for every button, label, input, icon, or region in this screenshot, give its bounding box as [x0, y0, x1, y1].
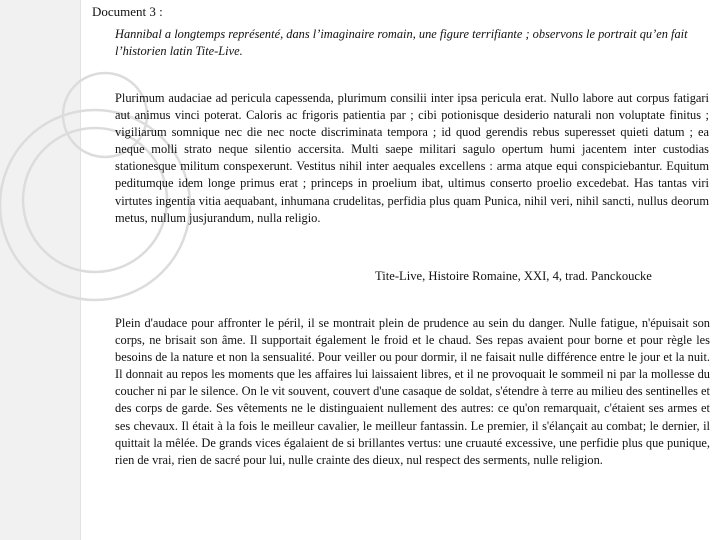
source-citation: Tite-Live, Histoire Romaine, XXI, 4, trad. Panckoucke: [375, 269, 652, 283]
french-translation: Plein d'audace pour affronter le péril, il se montrait plein de prudence au sein du danger. Nulle fatigue, n'épuisait son corps, ne brisait son âme. Il supportait également le froid et le chaud. Ses repas avaient pour borne et pour règle les besoins de la nature et non la sensualité. Pour veiller ou pour dormir, il ne faisait nulle différence entre le jour et la nuit. Il donnait au repos les moments que les affaires lui laissaient libres, et il ne provoquait le sommeil ni par la mollesse du coucher ni par le silence. On le vit souvent, couvert d'une casaque de soldat, s'étendre à terre au milieu des sentinelles et des corps de garde. Ses vêtements ne le distinguaient nullement des autres: ce qu'on remarquait, c'étaient ses armes et ses chevaux. Il était à la fois le meilleur cavalier, le meilleur fantassin. Le premier, il s'élançait au combat; le dernier, il quittait la mêlée. De grands vices égalaient de si brillantes vertus: une cruauté excessive, une perfidie plus que punique, rien de vrai, rien de sacré pour lui, nulle crainte des dieux, nul respect des serments, nulle religion.: [115, 316, 710, 467]
document-title: Document 3 :: [92, 4, 163, 19]
latin-passage: Plurimum audaciae ad pericula capessenda, plurimum consilii inter ipsa pericula erat. Nullo labore aut corpus fatigari aut animus vinci poterat. Caloris ac frigoris patientia par ; cibi potionisque desiderio naturali non voluptate finitus ; vigiliarum somnique nec die nec nocte discriminata tempora ; id quod gerendis rebus superesset quieti datum ; ea neque molli strato neque silentio accersita. Multi saepe militari sagulo opertum humi jacentem inter custodias stationesque militum conspexerunt. Vestitus nihil inter aequales excellens : arma atque equi conspiciebantur. Equitum peditumque idem longe primus erat ; princeps in proelium ibat, ultimus conserto proelio excedebat. Has tantas viri virtutes ingentia vitia aequabant, inhumana crudelitas, perfidia plus quam Punica, nihil veri, nihil sancti, nullus deorum metus, nullum jusjurandum, nulla religio.: [115, 91, 709, 225]
document-intro: Hannibal a longtemps représenté, dans l’imaginaire romain, une figure terrifiante ; observons le portrait qu’en fait l’historien latin Tite-Live.: [115, 27, 688, 58]
